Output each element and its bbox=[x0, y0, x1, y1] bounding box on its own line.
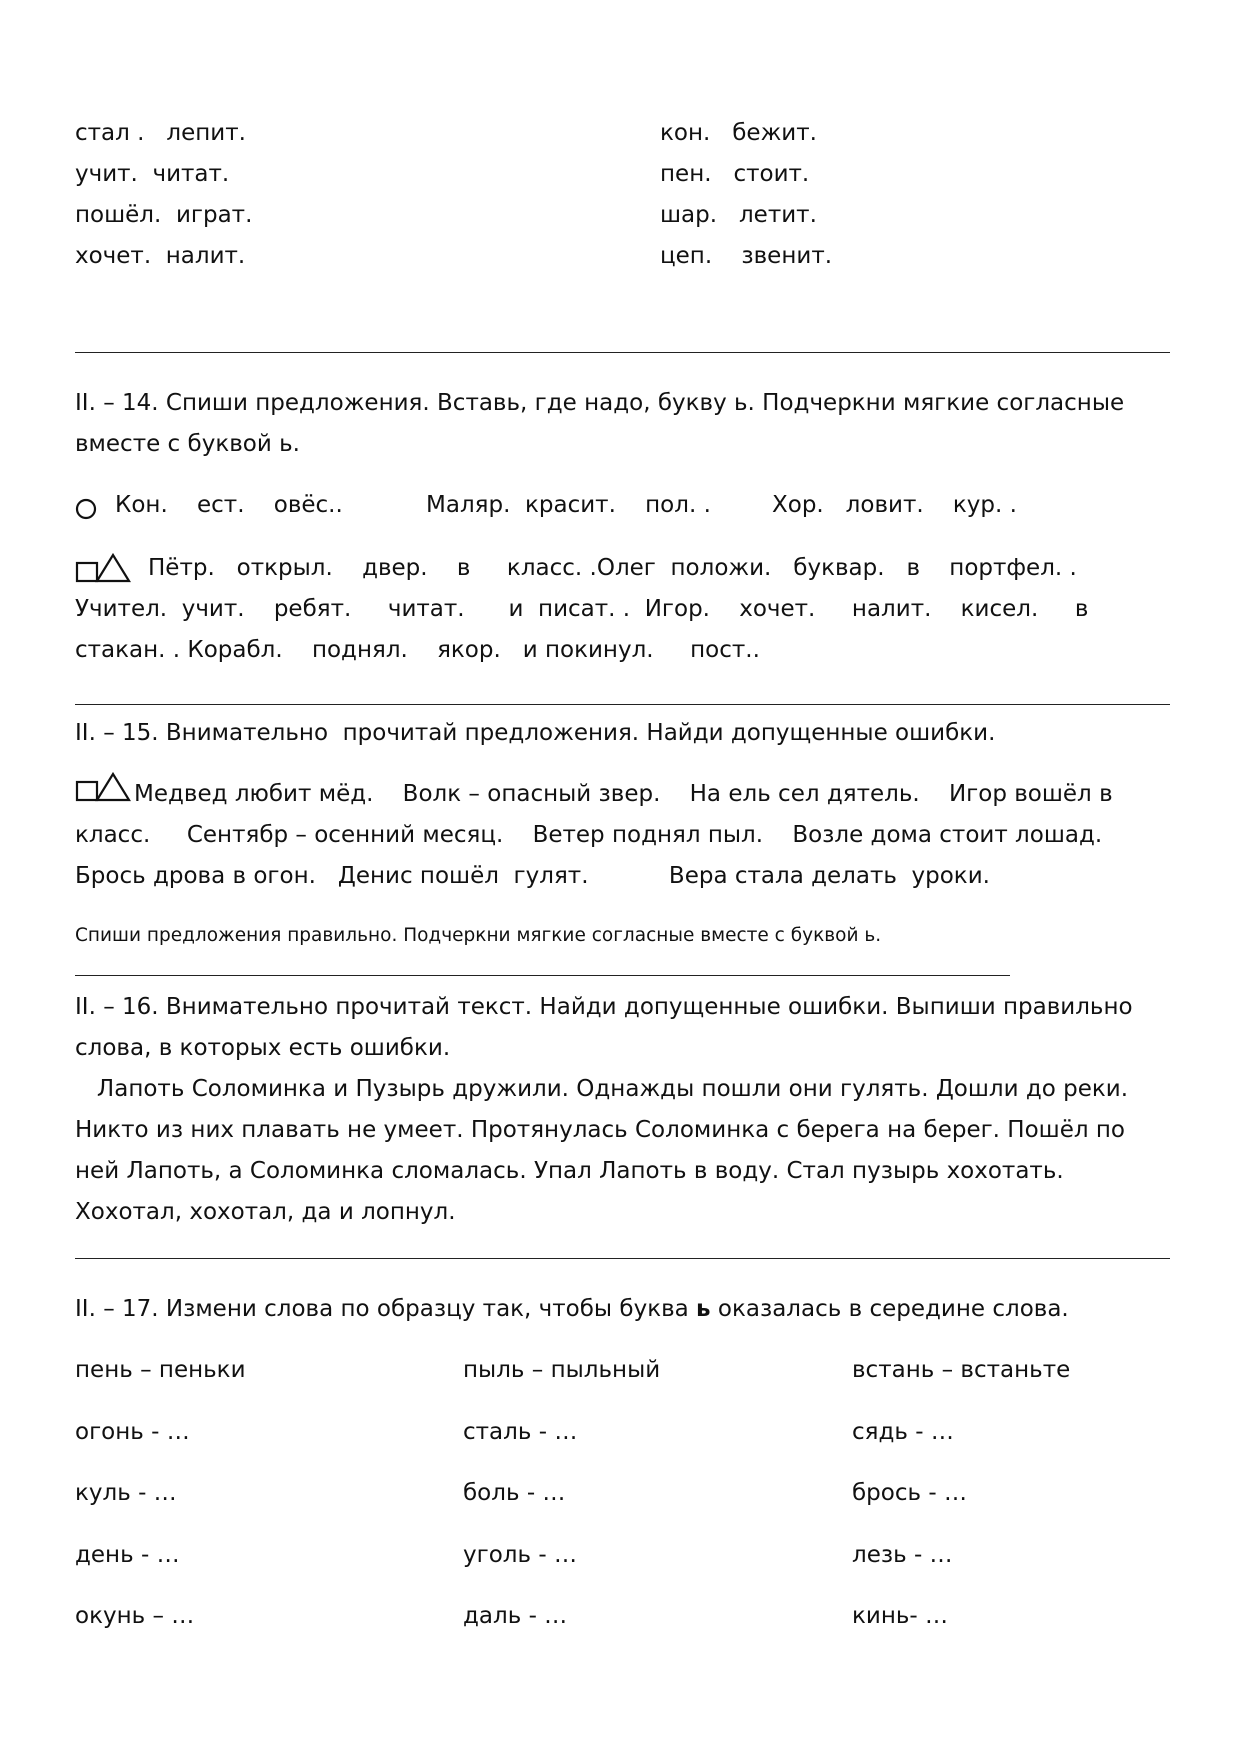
ex14-line3: стакан. . Корабл. поднял. якор. и покинул. пост.. bbox=[75, 637, 760, 663]
top-left-4: хочет. налит. bbox=[75, 243, 246, 269]
ex17-col3-item: брось - … bbox=[852, 1480, 967, 1506]
ex17-title-pre: II. – 17. Измени слова по образцу так, чтобы буква bbox=[75, 1296, 697, 1322]
ex17-col2-item: сталь - … bbox=[463, 1419, 578, 1445]
square-triangle-icon bbox=[75, 772, 135, 802]
top-right-4: цеп. звенит. bbox=[660, 243, 833, 269]
ex14-title-line1: II. – 14. Спиши предложения. Вставь, где надо, букву ь. Подчеркни мягкие согласные bbox=[75, 390, 1125, 416]
top-right-3: шар. летит. bbox=[660, 202, 817, 228]
ex15-line1: Медвед любит мёд. Волк – опасный звер. На ель сел дятель. Игор вошёл в bbox=[134, 781, 1113, 807]
ex17-title-post: оказалась в середине слова. bbox=[710, 1296, 1069, 1322]
top-left-1: стал . лепит. bbox=[75, 120, 246, 146]
divider-3 bbox=[75, 975, 1010, 976]
ex16-title-line2: слова, в которых есть ошибки. bbox=[75, 1035, 451, 1061]
ex17-col1-item: огонь - … bbox=[75, 1419, 190, 1445]
top-left-2: учит. читат. bbox=[75, 161, 230, 187]
ex14-line2: Учител. учит. ребят. читат. и писат. . Игор. хочет. налит. кисел. в bbox=[75, 596, 1089, 622]
ex15-line3: Брось дрова в огон. Денис пошёл гулят. Вера стала делать уроки. bbox=[75, 863, 990, 889]
ex17-col2-item: даль - … bbox=[463, 1603, 568, 1629]
ex17-col1-item: пень – пеньки bbox=[75, 1357, 246, 1383]
ex14-title-line2: вместе с буквой ь. bbox=[75, 431, 300, 457]
circle-icon bbox=[75, 498, 97, 520]
ex17-col3-item: сядь - … bbox=[852, 1419, 954, 1445]
ex17-col3-item: лезь - … bbox=[852, 1542, 953, 1568]
divider-4 bbox=[75, 1258, 1170, 1259]
ex16-title-line1: II. – 16. Внимательно прочитай текст. Найди допущенные ошибки. Выпиши правильно bbox=[75, 994, 1133, 1020]
ex17-col3-item: встань – встаньте bbox=[852, 1357, 1071, 1383]
ex17-col1-item: куль - … bbox=[75, 1480, 177, 1506]
ex17-col1-item: день - … bbox=[75, 1542, 180, 1568]
ex16-text-line1: Лапоть Соломинка и Пузырь дружили. Однажды пошли они гулять. Дошли до реки. bbox=[75, 1076, 1129, 1102]
ex15-title: II. – 15. Внимательно прочитай предложения. Найди допущенные ошибки. bbox=[75, 720, 996, 746]
ex16-text-line2: Никто из них плавать не умеет. Протянулась Соломинка с берега на берег. Пошёл по bbox=[75, 1117, 1125, 1143]
top-right-1: кон. бежит. bbox=[660, 120, 817, 146]
ex17-col2-item: пыль – пыльный bbox=[463, 1357, 661, 1383]
ex17-title-soft-sign: ь bbox=[696, 1296, 711, 1322]
ex15-note: Спиши предложения правильно. Подчеркни мягкие согласные вместе с буквой ь. bbox=[75, 925, 882, 946]
divider-1 bbox=[75, 352, 1170, 353]
top-right-2: пен. стоит. bbox=[660, 161, 810, 187]
ex14-circle-part-3: Хор. ловит. кур. . bbox=[772, 492, 1017, 518]
ex17-title bbox=[75, 1298, 1069, 1321]
ex17-col1-item: окунь – … bbox=[75, 1603, 195, 1629]
ex17-col2-item: уголь - … bbox=[463, 1542, 577, 1568]
ex15-line2: класс. Сентябр – осенний месяц. Ветер поднял пыл. Возле дома стоит лошад. bbox=[75, 822, 1103, 848]
ex17-col2-item: боль - … bbox=[463, 1480, 566, 1506]
square-triangle-icon bbox=[75, 553, 135, 583]
ex17-col3-item: кинь- … bbox=[852, 1603, 949, 1629]
ex14-circle-part-1: Кон. ест. овёс.. bbox=[115, 492, 343, 518]
ex14-line1: Пётр. открыл. двер. в класс. .Олег положи. буквар. в портфел. . bbox=[148, 555, 1077, 581]
ex16-text-line4: Хохотал, хохотал, да и лопнул. bbox=[75, 1199, 456, 1225]
ex16-text-line3: ней Лапоть, а Соломинка сломалась. Упал Лапоть в воду. Стал пузырь хохотать. bbox=[75, 1158, 1064, 1184]
ex14-circle-part-2: Маляр. красит. пол. . bbox=[426, 492, 711, 518]
divider-2 bbox=[75, 704, 1170, 705]
top-left-3: пошёл. играт. bbox=[75, 202, 253, 228]
